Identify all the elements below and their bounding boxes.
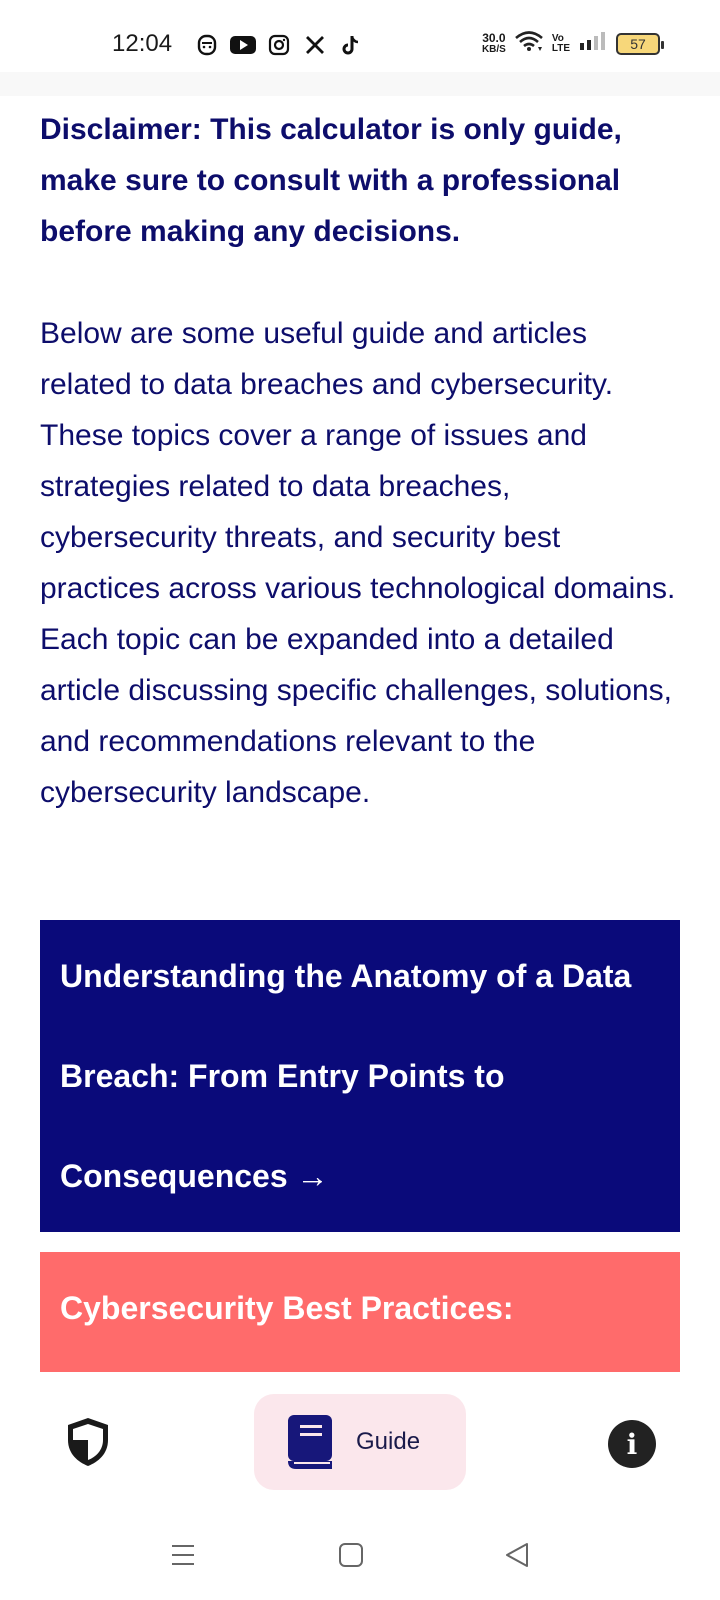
- book-icon: [286, 1413, 336, 1471]
- shield-icon: [64, 1416, 112, 1468]
- status-time: 12:04: [112, 30, 173, 57]
- back-icon[interactable]: [504, 1542, 530, 1573]
- network-speed-value: 30.0: [482, 30, 506, 45]
- battery-level: 57: [630, 35, 646, 52]
- info-icon: i: [626, 1427, 638, 1461]
- notification-icons: [194, 32, 364, 58]
- nav-guide-tab[interactable]: [254, 1394, 466, 1490]
- status-indicators: [482, 30, 660, 57]
- youtube-icon: [230, 32, 256, 58]
- volte-bottom: LTE: [551, 42, 570, 54]
- network-speed: [482, 32, 506, 56]
- tiktok-icon: [338, 32, 364, 58]
- signal-icon: [578, 30, 608, 57]
- wifi-icon: [514, 30, 544, 57]
- system-navigation: [0, 1502, 720, 1600]
- menu-icon[interactable]: [170, 1542, 196, 1573]
- network-speed-unit: KB/S: [481, 43, 506, 55]
- article-card-best-practices[interactable]: [40, 1252, 680, 1372]
- nav-info-tab[interactable]: [608, 1420, 656, 1468]
- x-icon: [302, 32, 328, 58]
- article-card-data-breach[interactable]: [40, 920, 680, 1232]
- bottom-navigation: [0, 1372, 720, 1502]
- volte-indicator: [552, 34, 570, 54]
- disclaimer-text: Disclaimer: This calculator is only guide, make sure to consult with a professional before making any decisions.: [40, 113, 622, 248]
- intro-text: Below are some useful guide and articles related to data breaches and cybersecurity. These topics cover a range of issues and strategies related to data breaches, cybersecurity threats, and security best practices across various technological domains. Each topic can be expanded into a detailed article discussing specific challenges, solutions, and recommendations relevant to the cybersecurity landscape.: [40, 317, 676, 809]
- instagram-icon: [266, 32, 292, 58]
- volte-top: Vo: [551, 32, 564, 44]
- app-top-edge: [0, 72, 720, 96]
- guide-content: [40, 104, 680, 818]
- nav-calculator-tab[interactable]: [64, 1416, 112, 1468]
- battery-indicator: [616, 33, 660, 55]
- home-icon[interactable]: [338, 1542, 364, 1573]
- face-icon: [194, 32, 220, 58]
- article-title: Understanding the Anatomy of a Data Breach: From Entry Points to Consequences →: [60, 958, 632, 1194]
- status-bar: [0, 0, 720, 72]
- nav-guide-label: Guide: [356, 1428, 421, 1455]
- article-title: Cybersecurity Best Practices:: [60, 1290, 514, 1326]
